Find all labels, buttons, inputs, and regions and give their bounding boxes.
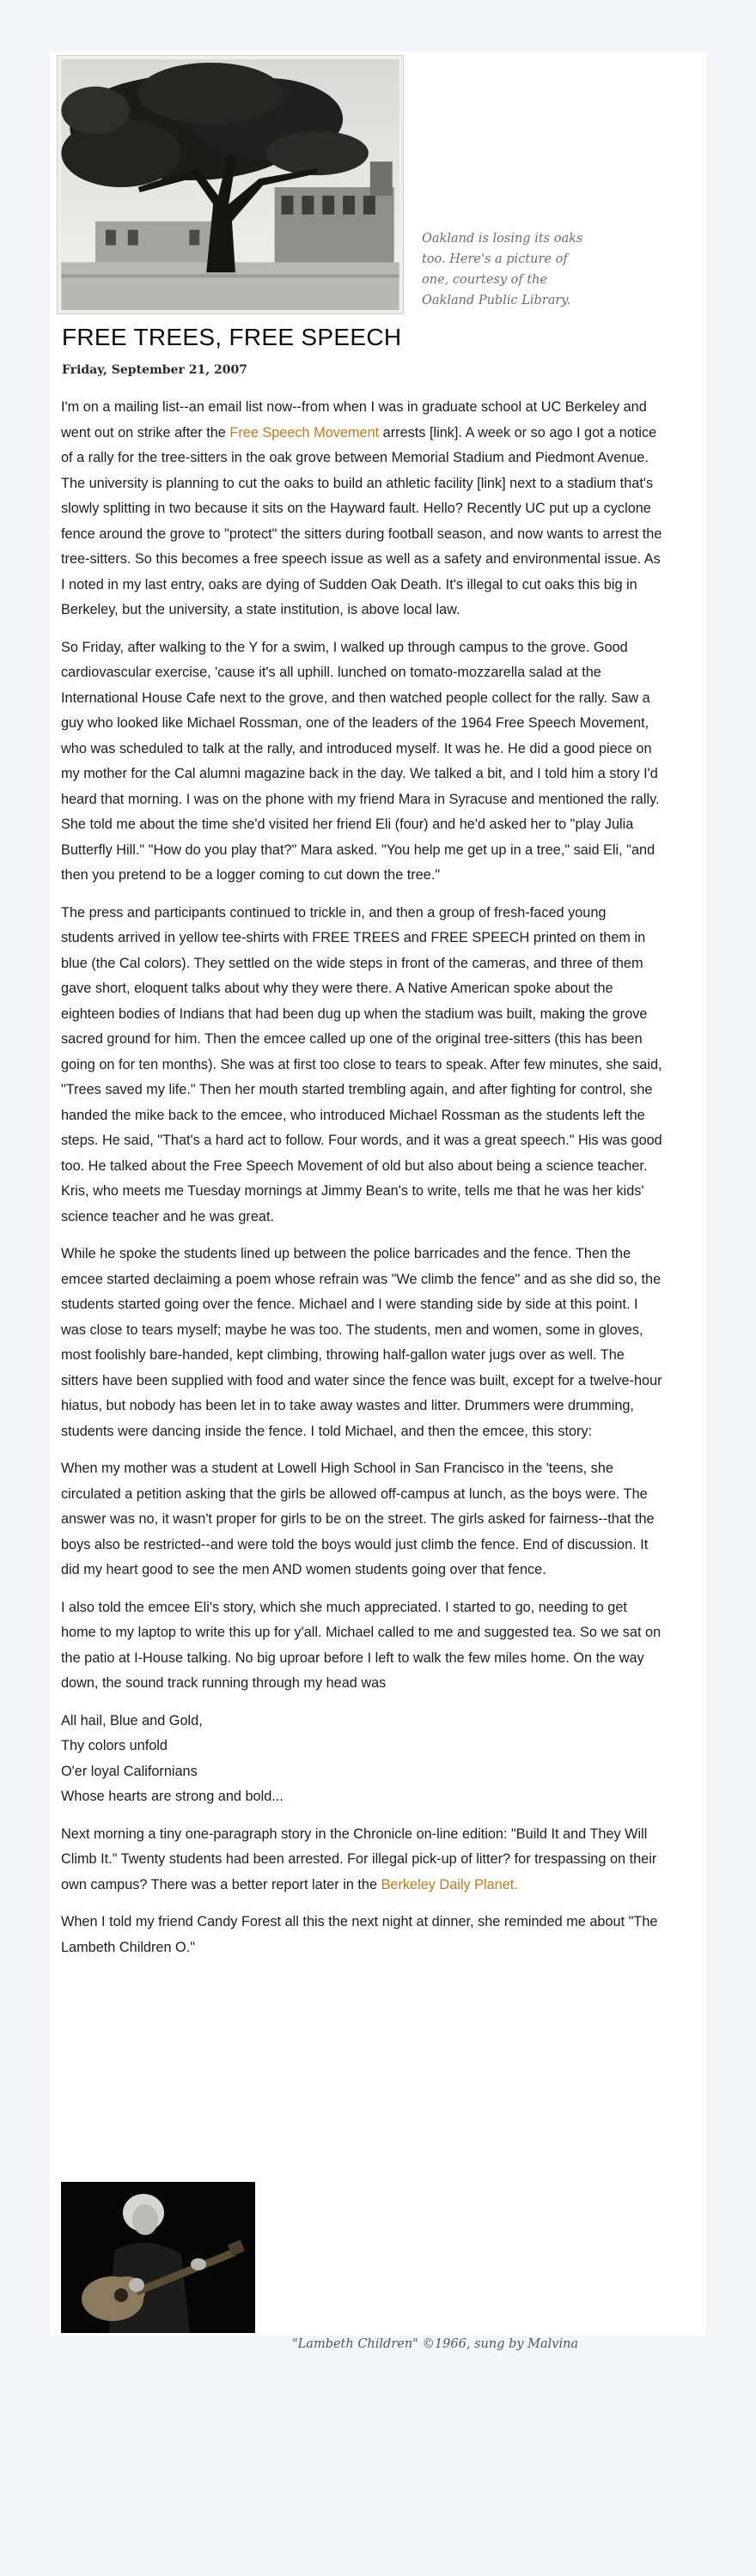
paragraph-2: So Friday, after walking to the Y for a swim, I walked up through campus to the grove. Good cardiovascular exercise, 'cause it's all uphill. lunched on tomato-mozzarella salad at the International House Cafe next to the grove, and then watched people collect for the rally. Saw a guy who looked like Michael Rossman, one of the leaders of the 1964 Free Speech Movement, who was scheduled to talk at the rally, and introduced myself. It was he. He did a good piece on my mother for the Cal alumni magazine back in the day. We talked a bit, and I told him a story I'd heard that morning. I was on the phone with my friend Mara in Syracuse and mentioned the rally. She told me about the time she'd visited her friend Eli (four) and he'd asked her to "play Julia Butterfly Hill." "How do you play that?" Mara asked. "You help me get up in a tree," said Eli, "and then you pretend to be a logger coming to cut down the tree."	[61, 639, 660, 883]
photo-caption: Oakland is losing its oaks too. Here's a picture of one, courtesy of the Oakland Public Library.	[422, 232, 583, 307]
paragraph-text: Next morning a tiny one-paragraph story in the Chronicle on-line edition: "Build It and They Will Climb It." Twenty students had been arrested. For illegal pick-up of litter? for trespassing on their own campus? There was a better report later in the	[61, 1826, 657, 1893]
paragraph-3: The press and participants continued to trickle in, and then a group of fresh-faced young students arrived in yellow tee-shirts with FREE TREES and FREE SPEECH printed on them in blue (the Cal colors). They settled on the wide steps in front of the cameras, and three of them gave short, eloquent talks about why they were there. A Native American spoke about the eighteen bodies of Indians that had been dug up when the stadium was built, making the grove sacred ground for him. Then the emcee called up one of the original tree-sitters (this has been going on for ten months). She was at first too close to tears to speak. After few minutes, she said, "Trees saved my life." Then her mouth started trembling again, and after fighting for control, she handed the mike back to the emcee, who introduced Michael Rossman as the students left the steps. He said, "That's a hard act to follow. Four words, and it was a great speech." His was good too. He talked about the Free Speech Movement of old but also about being a science teacher. Kris, who meets me Tuesday mornings at Jimmy Bean's to write, tells me that he was her kids' science teacher and he was great.	[61, 904, 662, 1224]
post-title: FREE TREES, FREE SPEECH	[62, 324, 402, 350]
paragraph-5: When my mother was a student at Lowell High School in San Francisco in the 'teens, she circulated a petition asking that the girls be allowed off-campus at lunch, as the boys were. The answer was no, it wasn't proper for girls to be on the street. The girls asked for fairness--that the boys also be restricted--and were told the boys would just climb the fence. End of discussion. It did my heart good to see the men AND women students going over that fence.	[61, 1461, 655, 1577]
paragraph-text: arrests [link]. A week or so ago I got a notice of a rally for the tree-sitters in the oak grove between Memorial Stadium and Piedmont Avenue. The university is planning to cut the oaks to build an athletic facility [link] next to a stadium that's slowly splitting in two because it sits on the Hayward fault. Hello? Recently UC put up a cyclone fence around the grove to "protect" the sitters during football season, and now wants to arrest the tree-sitters. So this becomes a free speech issue as well as a safety and environmental issue. As I noted in my last entry, oaks are dying of Sudden Oak Death. It's illegal to cut oaks this big in Berkeley, but the university, a state institution, is above local law.	[61, 424, 662, 617]
lyric-line: All hail, Blue and Gold,	[61, 1712, 203, 1728]
malvina-photo	[61, 2182, 255, 2333]
oak-tree-image	[61, 59, 399, 310]
paragraph-1	[61, 395, 662, 623]
paragraph-7	[61, 1822, 662, 1899]
paragraph-8: When I told my friend Candy Forest all this the next night at dinner, she reminded me about "The Lambeth Children O."	[61, 1914, 658, 1955]
post-date: Friday, September 21, 2007	[62, 363, 247, 377]
singer-with-guitar-image	[61, 2182, 255, 2333]
oak-tree-photo	[57, 55, 404, 314]
post-body	[61, 395, 662, 1972]
lyric-line: O'er loyal Californians	[61, 1763, 198, 1779]
photo-caption-bottom: "Lambeth Children" ©1966, sung by Malvina	[292, 2337, 579, 2351]
lyric-line: Thy colors unfold	[61, 1738, 168, 1753]
lyric-line: Whose hearts are strong and bold...	[61, 1789, 284, 1804]
song-lyrics	[61, 1709, 662, 1810]
paragraph-text: I'm on a mailing list--an email list now--from when I was in graduate school at UC Berkeley and went out on strike after the	[61, 399, 647, 440]
paragraph-4: While he spoke the students lined up between the police barricades and the fence. Then the emcee started declaiming a poem whose refrain was "We climb the fence" and as she did so, the students started going over the fence. Michael and I were standing side by side at this point. I was close to tears myself; maybe he was too. The students, men and women, some in gloves, most foolishly bare-handed, kept climbing, throwing half-gallon water jugs over as well. The sitters have been supplied with food and water since the fence was built, except for a twelve-hour hiatus, but nobody has been let in to take away wastes and litter. Drummers were drumming, students were dancing inside the fence. I told Michael, and then the emcee, this story:	[61, 1246, 662, 1439]
berkeley-daily-planet-link[interactable]: Berkeley Daily Planet.	[381, 1876, 518, 1893]
free-speech-movement-link[interactable]: Free Speech Movement	[229, 424, 380, 440]
paragraph-6: I also told the emcee Eli's story, which she much appreciated. I started to go, needing to get home to my laptop to write this up for y'all. Michael called to me and suggested tea. So we sat on the patio at I-House talking. No big uproar before I left to walk the few miles home. On the way down, the sound track running through my head was	[61, 1599, 662, 1691]
